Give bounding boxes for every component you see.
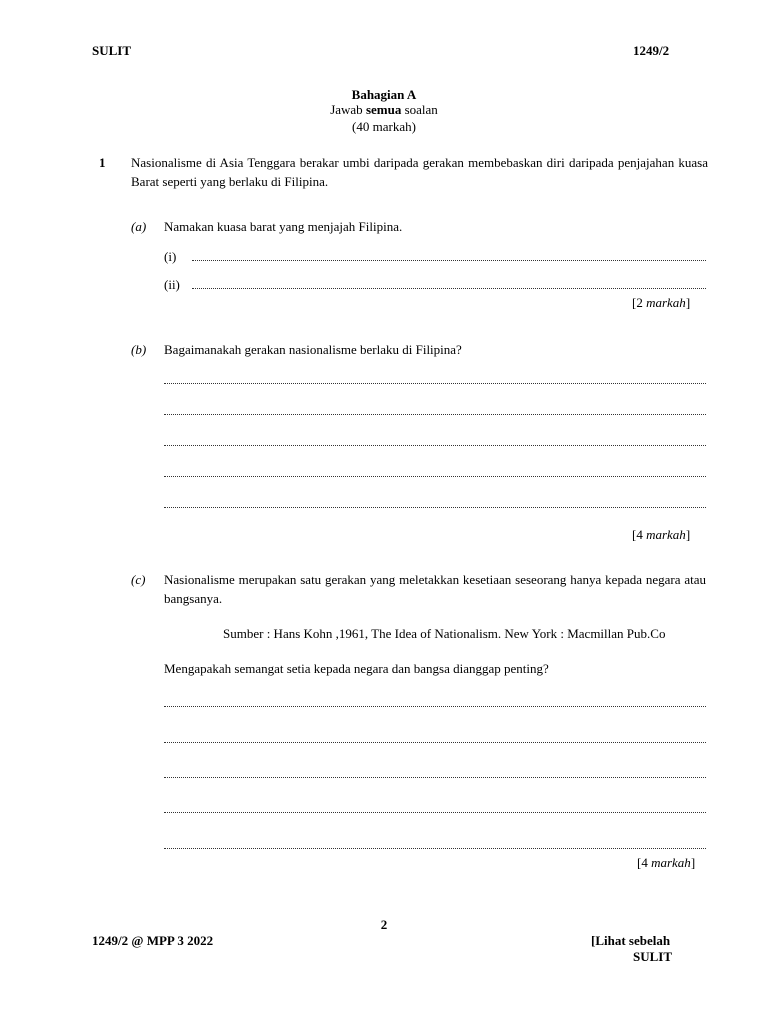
- part-a-text: Namakan kuasa barat yang menjajah Filipina.: [164, 219, 403, 234]
- part-a-sub-ii-label: (ii): [164, 277, 180, 292]
- answer-line-b-2[interactable]: [164, 413, 706, 415]
- answer-line-c-2[interactable]: [164, 741, 706, 743]
- part-c-text: Nasionalisme merupakan satu gerakan yang meletakkan kesetiaan seseorang hanya kepada negara atau bangsanya.: [164, 572, 706, 606]
- answer-line-a-i[interactable]: [192, 259, 706, 261]
- section-instruction: Jawab semua soalan: [330, 102, 438, 117]
- part-b-label: (b): [131, 342, 147, 357]
- part-a-label: (a): [131, 219, 147, 234]
- part-b-marks: [4 markah]: [632, 527, 691, 542]
- question-number: 1: [99, 155, 106, 170]
- answer-line-b-5[interactable]: [164, 506, 706, 508]
- answer-line-a-ii[interactable]: [192, 287, 706, 289]
- section-marks: (40 markah): [352, 119, 416, 134]
- answer-line-c-1[interactable]: [164, 705, 706, 707]
- footer-next-page: [Lihat sebelah: [591, 933, 671, 948]
- part-a-marks: [2 markah]: [632, 295, 691, 310]
- header-sulit: SULIT: [92, 43, 132, 58]
- header-code: 1249/2: [633, 43, 670, 58]
- part-c-marks: [4 markah]: [637, 855, 696, 870]
- part-a-sub-i-label: (i): [164, 249, 177, 264]
- part-c-question: Mengapakah semangat setia kepada negara dan bangsa dianggap penting?: [164, 661, 549, 676]
- answer-line-b-4[interactable]: [164, 475, 706, 477]
- answer-line-c-3[interactable]: [164, 776, 706, 778]
- part-b-text: Bagaimanakah gerakan nasionalisme berlaku di Filipina?: [164, 342, 462, 357]
- footer-sulit: SULIT: [633, 949, 673, 964]
- answer-line-b-3[interactable]: [164, 444, 706, 446]
- section-title: Bahagian A: [351, 87, 417, 102]
- question-stem: Nasionalisme di Asia Tenggara berakar umbi daripada gerakan membebaskan diri daripada penjajahan kuasa Barat seperti yang berlaku di Filipina.: [131, 155, 708, 189]
- answer-line-b-1[interactable]: [164, 382, 706, 384]
- part-c-source: Sumber : Hans Kohn ,1961, The Idea of Nationalism. New York : Macmillan Pub.Co: [223, 626, 666, 641]
- answer-line-c-4[interactable]: [164, 811, 706, 813]
- answer-line-c-5[interactable]: [164, 847, 706, 849]
- footer-code: 1249/2 @ MPP 3 2022: [92, 933, 214, 948]
- page-number: 2: [380, 917, 388, 932]
- part-c-label: (c): [131, 572, 146, 587]
